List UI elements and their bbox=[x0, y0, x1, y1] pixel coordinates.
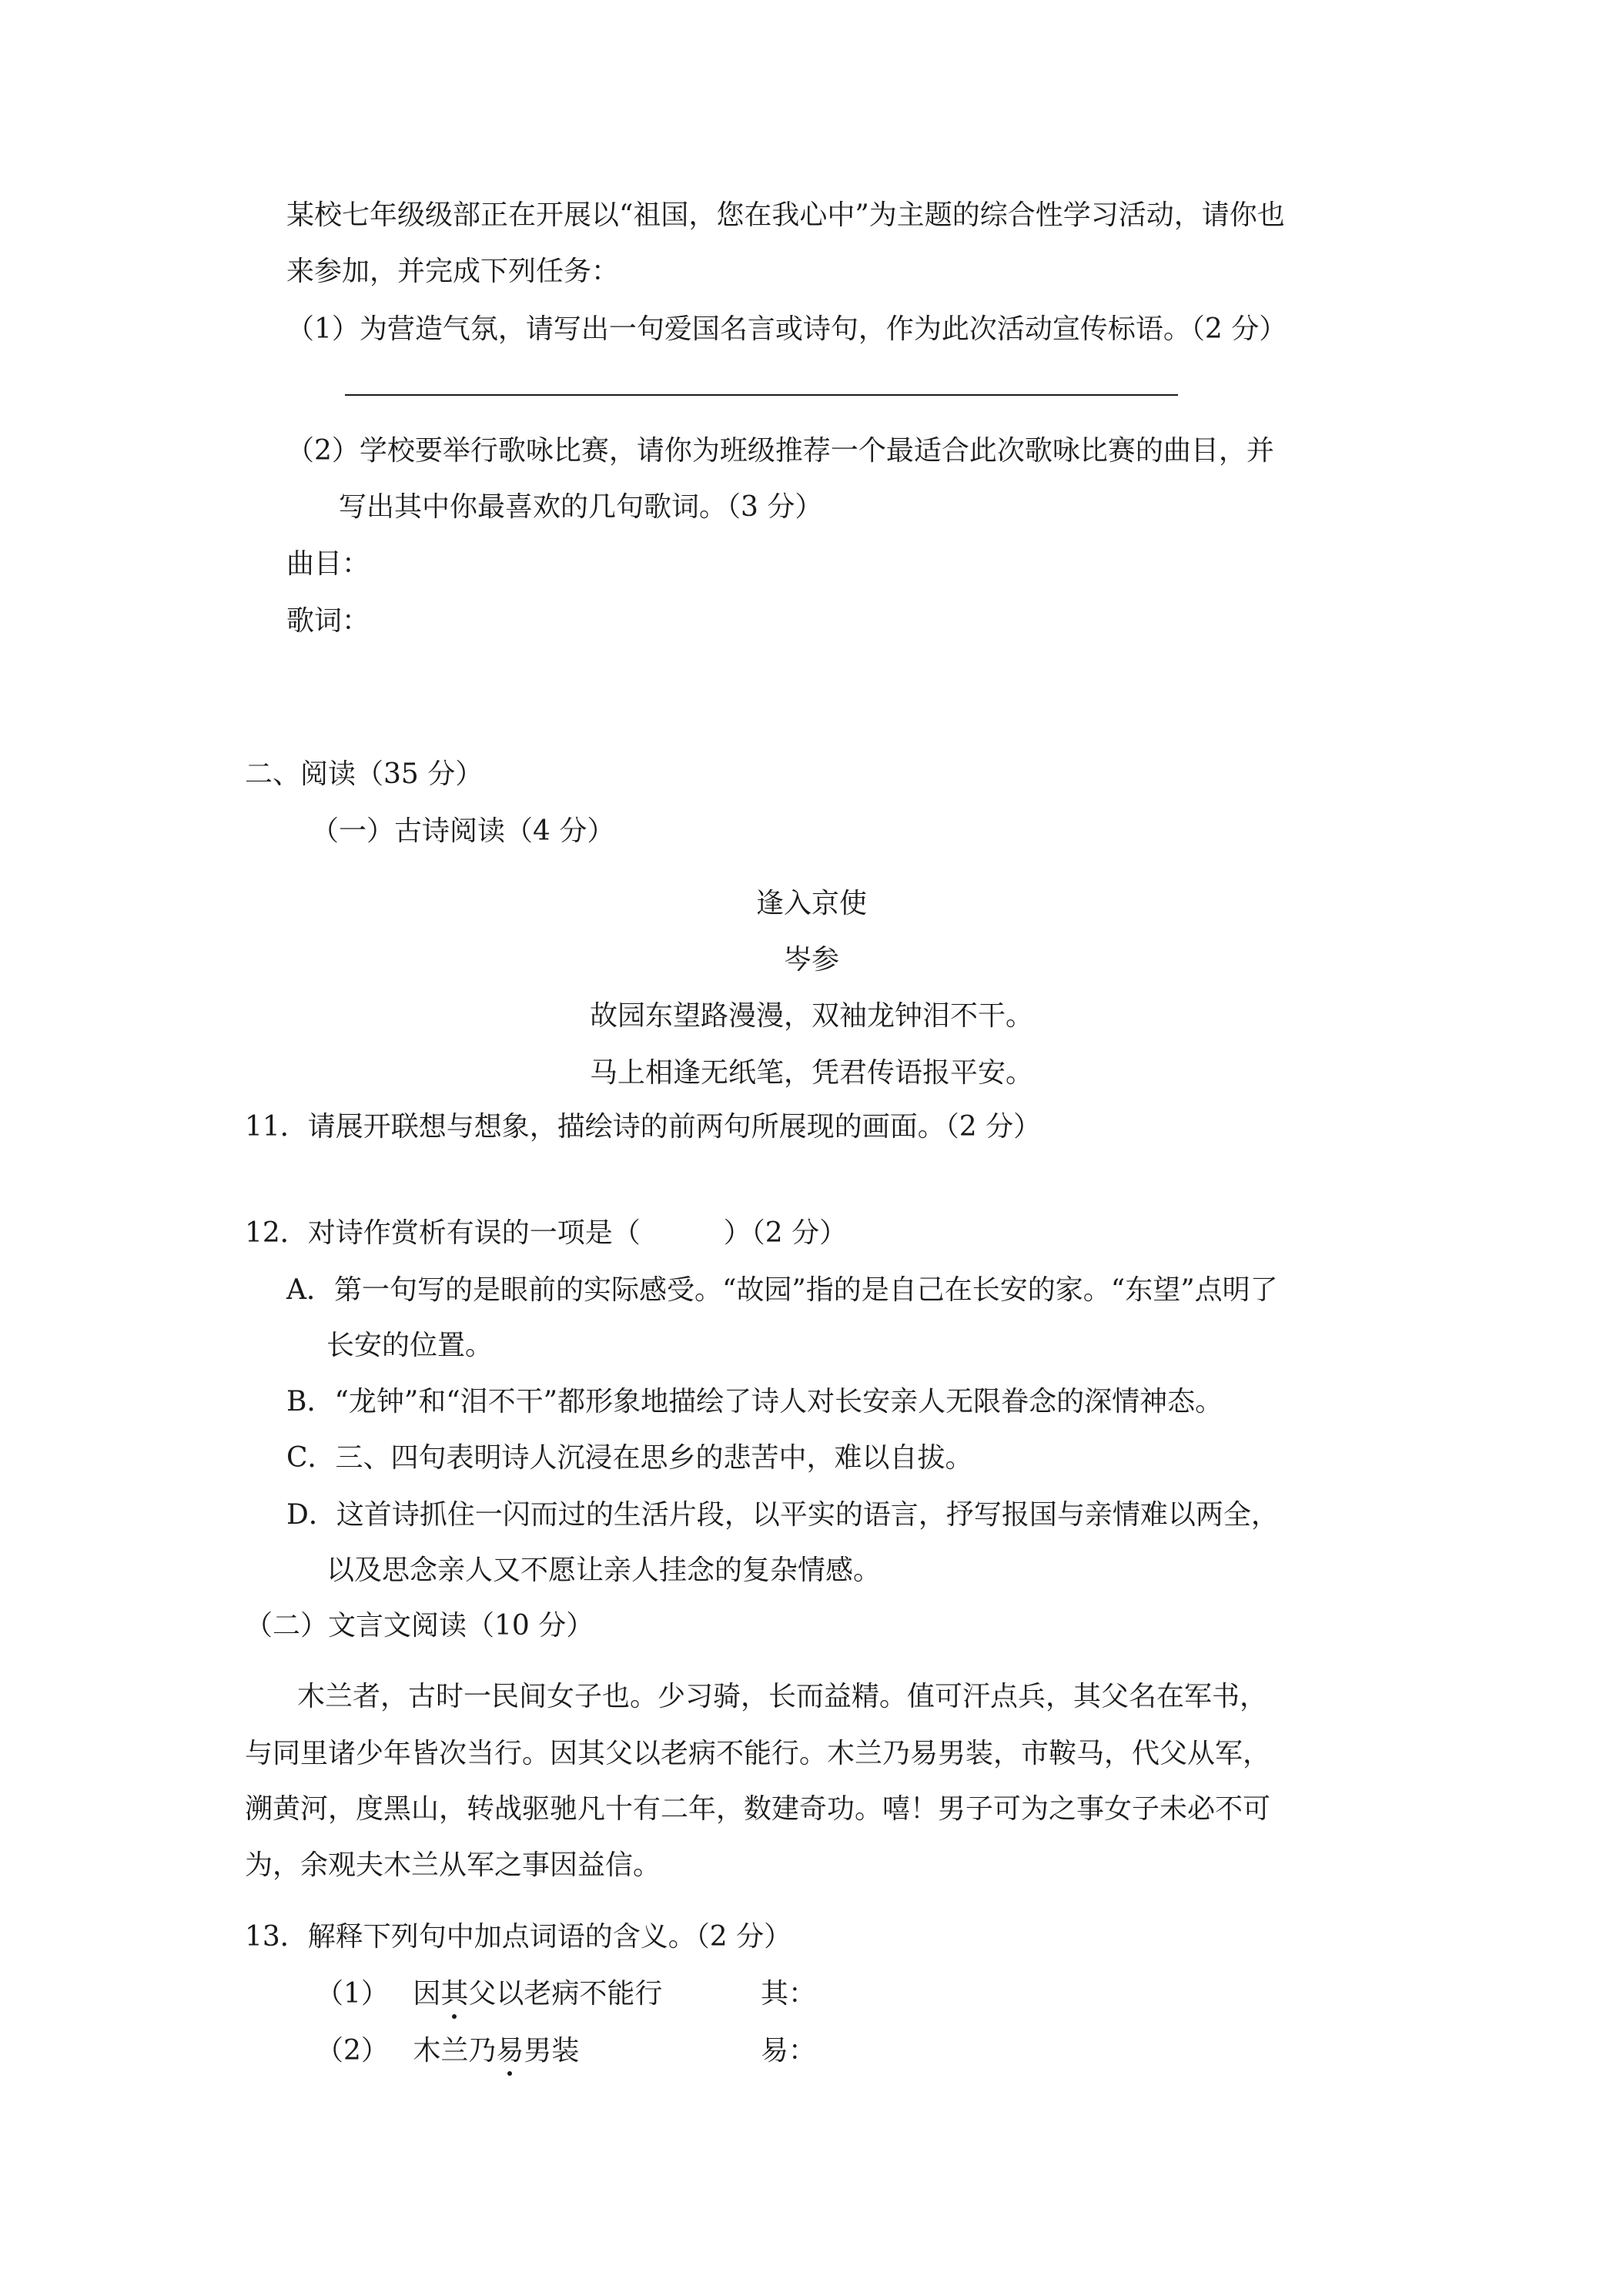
q13-dotted-word: 其 bbox=[440, 1978, 469, 2010]
q13-answer-1[interactable]: 其： bbox=[761, 1978, 817, 2010]
option-b: B．“龙钟”和“泪不干”都形象地描绘了诗人对长安亲人无限眷念的深情神态。 bbox=[286, 1386, 1223, 1417]
poem-author: 岑参 bbox=[783, 944, 839, 976]
q13-dotted-word: 易 bbox=[496, 2035, 524, 2067]
task2-line1: （2）学校要举行歌咏比赛，请你为班级推荐一个最适合此次歌咏比赛的曲目，并 bbox=[286, 435, 1274, 467]
option-d-line1: D．这首诗抓住一闪而过的生活片段，以平实的语言，抒写报国与亲情难以两全， bbox=[286, 1499, 1279, 1531]
task1-text: （1）为营造气氛，请写出一句爱国名言或诗句，作为此次活动宣传标语。（2 分） bbox=[286, 313, 1287, 345]
option-a-line1: A．第一句写的是眼前的实际感受。“故园”指的是自己在长安的家。“东望”点明了 bbox=[286, 1274, 1278, 1306]
q13-sentence-post: 父以老病不能行 bbox=[468, 1978, 663, 2010]
question-11: 11．请展开联想与想象，描绘诗的前两句所展现的画面。（2 分） bbox=[245, 1111, 1042, 1143]
task2-line2: 写出其中你最喜欢的几句歌词。（3 分） bbox=[339, 491, 823, 523]
poem-line2: 马上相逢无纸笔，凭君传语报平安。 bbox=[589, 1057, 1033, 1089]
passage-line1: 木兰者，古时一民间女子也。少习骑，长而益精。值可汗点兵，其父名在军书， bbox=[297, 1681, 1268, 1712]
option-c: C．三、四句表明诗人沉浸在思乡的悲苦中，难以自拔。 bbox=[286, 1442, 973, 1474]
option-d-line2: 以及思念亲人又不愿让亲人挂念的复杂情感。 bbox=[326, 1555, 882, 1586]
classical-section-title: （二）文言文阅读（10 分） bbox=[245, 1610, 594, 1642]
lyrics-label: 歌词： bbox=[286, 605, 370, 637]
poem-line1: 故园东望路漫漫，双袖龙钟泪不干。 bbox=[589, 1000, 1033, 1032]
q13-item-2 bbox=[316, 2037, 579, 2065]
passage-line4: 为，余观夫木兰从军之事因益信。 bbox=[245, 1849, 661, 1881]
q13-sentence-pre: 木兰乃 bbox=[413, 2035, 497, 2067]
question-13: 13．解释下列句中加点词语的含义。（2 分） bbox=[245, 1921, 792, 1953]
passage-line2: 与同里诸少年皆次当行。因其父以老病不能行。木兰乃易男装，市鞍马，代父从军， bbox=[245, 1738, 1271, 1769]
passage-line3: 溯黄河，度黑山，转战驱驰凡十有二年，数建奇功。嘻！男子可为之事女子未必不可 bbox=[245, 1793, 1271, 1825]
poem-section-title: （一）古诗阅读（4 分） bbox=[311, 815, 615, 847]
q13-item-number: （1） bbox=[316, 1978, 389, 2010]
q13-item-number: （2） bbox=[316, 2035, 389, 2067]
q13-sentence-post: 男装 bbox=[524, 2035, 580, 2067]
reading-section-title: 二、阅读（35 分） bbox=[245, 758, 484, 790]
poem-title: 逢入京使 bbox=[755, 888, 867, 919]
activity-intro-line2: 来参加，并完成下列任务： bbox=[286, 256, 620, 287]
question-12: 12．对诗作赏析有误的一项是（ ）（2 分） bbox=[245, 1217, 848, 1249]
task1-answer-line[interactable] bbox=[345, 394, 1178, 396]
q13-sentence-pre: 因 bbox=[413, 1978, 441, 2010]
q13-answer-2[interactable]: 易： bbox=[761, 2035, 817, 2067]
option-a-line2: 长安的位置。 bbox=[326, 1330, 494, 1361]
q13-item-1 bbox=[316, 1980, 662, 2008]
song-label: 曲目： bbox=[286, 548, 370, 580]
activity-intro-line1: 某校七年级级部正在开展以“祖国，您在我心中”为主题的综合性学习活动，请你也 bbox=[286, 199, 1285, 231]
